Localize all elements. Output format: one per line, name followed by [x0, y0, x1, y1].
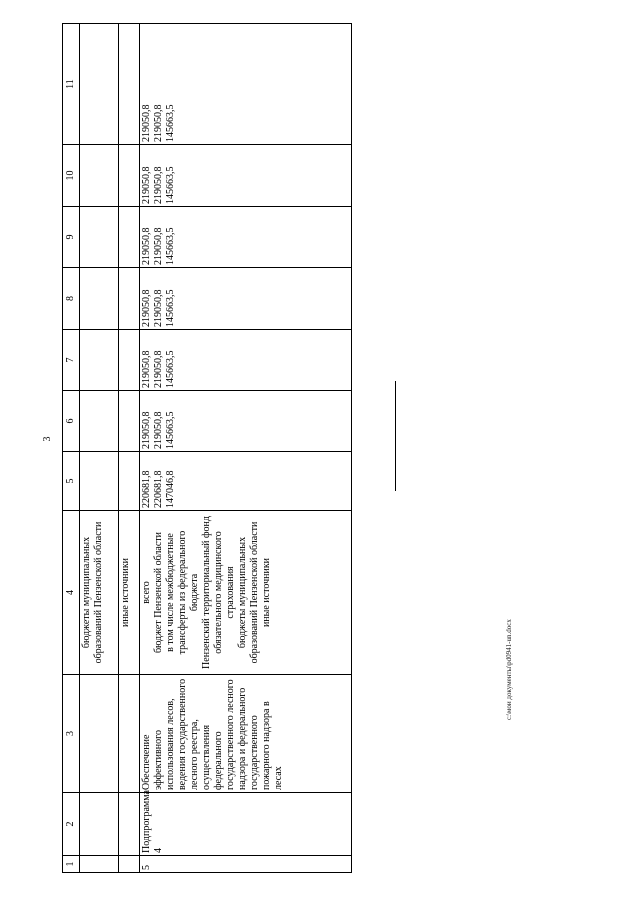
- table-cell: [80, 145, 119, 207]
- source-label: бюджеты муниципальных образований Пензенской области: [237, 521, 261, 664]
- table-cell: [80, 856, 119, 873]
- table-cell: [118, 856, 140, 873]
- table-cell: [118, 452, 140, 511]
- table-cell: [80, 24, 119, 145]
- table-cell: [118, 330, 140, 391]
- source-label: Пензенский территориальный фонд обязательного медицинского страхования: [201, 516, 237, 669]
- header-cell: 2: [63, 793, 80, 856]
- budget-table: [62, 23, 352, 873]
- value-cell: 219050,8: [141, 411, 153, 449]
- header-cell: 6: [63, 391, 80, 452]
- table-cell: [80, 268, 119, 330]
- value-column: [140, 207, 352, 268]
- value-column: [140, 24, 352, 145]
- value-cell: 219050,8: [141, 350, 153, 388]
- table-cell: [118, 793, 140, 856]
- table-cell: [80, 793, 119, 856]
- value-cell: 147046,8: [165, 470, 177, 508]
- value-cell: 145663,5: [165, 227, 177, 265]
- header-cell: 1: [63, 856, 80, 873]
- value-column: [140, 330, 352, 391]
- value-cell: 145663,5: [165, 350, 177, 388]
- table-cell: [118, 391, 140, 452]
- header-cell: 7: [63, 330, 80, 391]
- source-label: иные источники: [118, 511, 140, 675]
- source-label: бюджеты муниципальных образований Пензенской области: [80, 511, 119, 675]
- table-row: [140, 24, 352, 873]
- header-cell: 5: [63, 452, 80, 511]
- table-cell: [118, 145, 140, 207]
- value-cell: 219050,8: [153, 227, 165, 265]
- value-cell: 145663,5: [165, 411, 177, 449]
- header-cell: 8: [63, 268, 80, 330]
- budget-table-rotated: [62, 24, 352, 873]
- continuation-row: [118, 24, 140, 873]
- separator-line: [395, 381, 396, 491]
- program-name: Подпрограмма 4: [140, 793, 352, 856]
- table-cell: [118, 268, 140, 330]
- page-number: 3: [42, 436, 53, 442]
- header-row: [63, 24, 80, 873]
- value-cell: 219050,8: [153, 350, 165, 388]
- sources-column: [140, 511, 352, 675]
- value-column: [140, 391, 352, 452]
- value-cell: 219050,8: [141, 289, 153, 327]
- table-cell: [80, 452, 119, 511]
- value-cell: 219050,8: [153, 166, 165, 204]
- continuation-row: [80, 24, 119, 873]
- header-cell: 3: [63, 675, 80, 793]
- table-cell: [118, 24, 140, 145]
- value-column: [140, 145, 352, 207]
- table-cell: [80, 330, 119, 391]
- source-label: всего: [141, 581, 153, 604]
- table-cell: [80, 391, 119, 452]
- value-cell: 145663,5: [165, 289, 177, 327]
- source-label: бюджет Пензенской области: [153, 531, 165, 654]
- header-cell: 11: [63, 24, 80, 145]
- value-cell: 219050,8: [153, 289, 165, 327]
- value-cell: 219050,8: [153, 411, 165, 449]
- file-path-footer: c:\мои документы\pd0941-un.docx: [505, 619, 513, 720]
- value-cell: 145663,5: [165, 166, 177, 204]
- source-label: в том числе межбюджетные трансферты из федерального бюджета: [165, 530, 201, 655]
- value-cell: 219050,8: [141, 104, 153, 142]
- value-column: [140, 452, 352, 511]
- value-cell: 219050,8: [141, 166, 153, 204]
- row-number: 5: [140, 856, 352, 873]
- table-cell: [118, 207, 140, 268]
- value-cell: 220681,8: [153, 470, 165, 508]
- header-cell: 4: [63, 511, 80, 675]
- value-column: [140, 268, 352, 330]
- value-cell: 220681,8: [141, 470, 153, 508]
- table-cell: [80, 207, 119, 268]
- value-cell: 145663,5: [165, 104, 177, 142]
- source-label: иные источники: [261, 557, 273, 628]
- header-cell: 10: [63, 145, 80, 207]
- table-cell: [118, 675, 140, 793]
- program-description: Обеспечение эффективного использования лесов, ведения государственного лесного реестра, осуществления федерального государственного лесного надзора и федерального государственного пожарного надзора в лесах: [140, 675, 352, 793]
- header-cell: 9: [63, 207, 80, 268]
- table-cell: [80, 675, 119, 793]
- value-cell: 219050,8: [141, 227, 153, 265]
- value-cell: 219050,8: [153, 104, 165, 142]
